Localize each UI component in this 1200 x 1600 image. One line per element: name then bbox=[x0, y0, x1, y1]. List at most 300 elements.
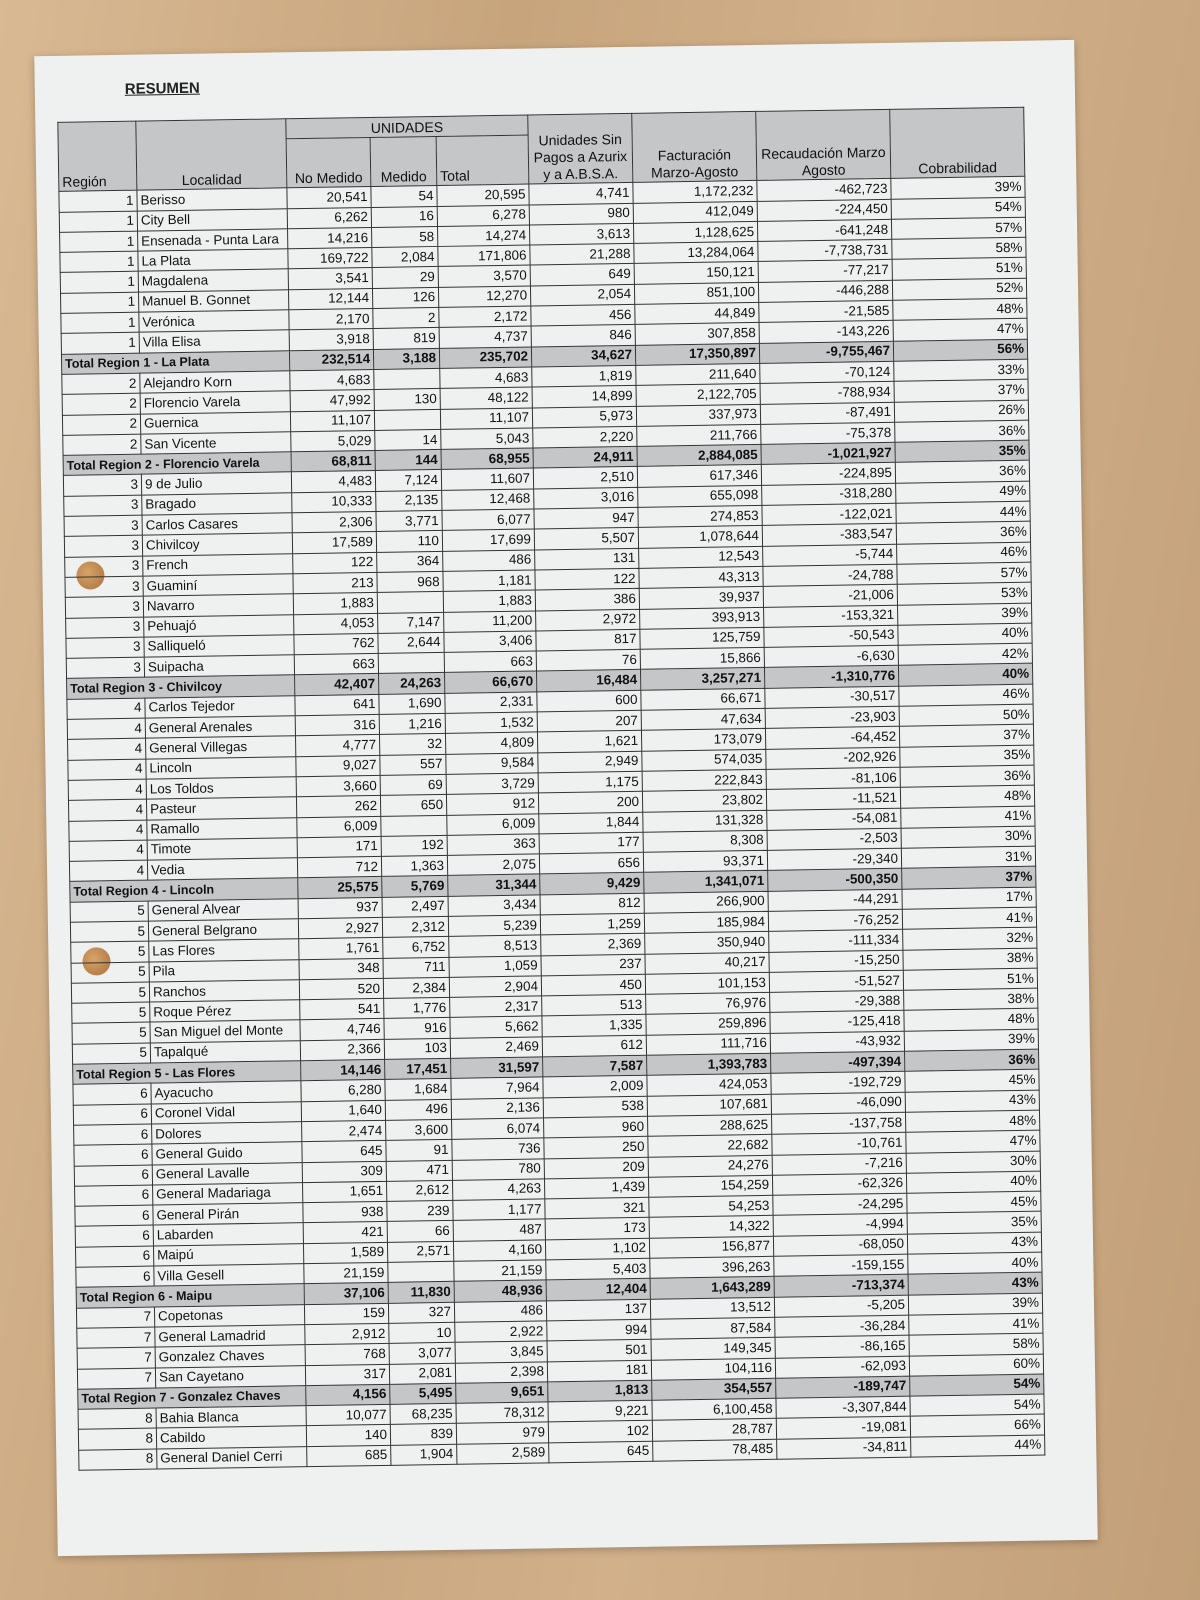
cell-recaudacion: -43,932 bbox=[770, 1031, 904, 1053]
cell-facturacion: 1,128,625 bbox=[633, 221, 757, 243]
cell-cobrabilidad: 40% bbox=[908, 1252, 1042, 1274]
cell-region: 5 bbox=[72, 1043, 150, 1065]
cell-facturacion: 76,976 bbox=[646, 992, 770, 1014]
cell-medido: 5,769 bbox=[382, 876, 448, 897]
header-localidad: Localidad bbox=[136, 119, 287, 191]
cell-medido: 916 bbox=[384, 1018, 450, 1039]
cell-total: 31,344 bbox=[448, 874, 540, 896]
cell-recaudacion: -192,729 bbox=[771, 1072, 905, 1094]
cell-sin-pagos: 2,369 bbox=[541, 934, 645, 956]
cell-localidad: Ayacucho bbox=[151, 1081, 301, 1104]
cell-facturacion: 307,858 bbox=[635, 323, 759, 345]
cell-cobrabilidad: 43% bbox=[905, 1090, 1039, 1112]
cell-no-medido: 9,027 bbox=[296, 755, 380, 777]
cell-medido bbox=[378, 653, 444, 674]
cell-sin-pagos: 200 bbox=[538, 792, 642, 814]
cell-no-medido: 762 bbox=[294, 633, 378, 655]
cell-facturacion: 12,543 bbox=[639, 546, 763, 568]
cell-cobrabilidad: 66% bbox=[910, 1414, 1044, 1436]
cell-cobrabilidad: 37% bbox=[902, 867, 1036, 889]
cell-sin-pagos: 250 bbox=[544, 1137, 648, 1159]
cell-sin-pagos: 12,404 bbox=[546, 1279, 650, 1301]
cell-sin-pagos: 76 bbox=[536, 649, 640, 671]
cell-sin-pagos: 209 bbox=[544, 1157, 648, 1179]
cell-medido: 24,263 bbox=[379, 673, 445, 694]
cell-sin-pagos: 1,813 bbox=[548, 1380, 652, 1402]
cell-sin-pagos: 600 bbox=[537, 690, 641, 712]
header-sin-pagos: Unidades Sin Pagos a Azurix y a A.B.S.A. bbox=[528, 113, 633, 184]
cell-no-medido: 232,514 bbox=[289, 349, 373, 371]
cell-medido: 471 bbox=[386, 1160, 452, 1181]
cell-sin-pagos: 137 bbox=[546, 1299, 650, 1321]
cell-medido: 2,084 bbox=[372, 247, 438, 268]
cell-medido: 126 bbox=[372, 287, 438, 308]
cell-cobrabilidad: 17% bbox=[902, 887, 1036, 909]
cell-recaudacion: -24,788 bbox=[763, 564, 897, 586]
cell-no-medido: 520 bbox=[299, 978, 383, 1000]
cell-localidad: Verónica bbox=[139, 310, 289, 333]
cell-recaudacion: -143,226 bbox=[759, 321, 893, 343]
cell-total: 20,595 bbox=[437, 184, 529, 206]
cell-no-medido: 12,144 bbox=[288, 288, 372, 310]
cell-cobrabilidad: 56% bbox=[893, 339, 1027, 361]
cell-sin-pagos: 645 bbox=[549, 1441, 653, 1463]
cell-total: 3,570 bbox=[438, 265, 530, 287]
cell-localidad: 9 de Julio bbox=[141, 472, 291, 495]
cell-facturacion: 22,682 bbox=[648, 1135, 772, 1157]
cell-medido: 1,904 bbox=[391, 1444, 457, 1465]
cell-medido: 58 bbox=[372, 226, 438, 247]
cell-total: 736 bbox=[452, 1138, 544, 1160]
cell-facturacion: 54,253 bbox=[649, 1195, 773, 1217]
cell-region: 6 bbox=[75, 1225, 153, 1247]
cell-cobrabilidad: 45% bbox=[907, 1191, 1041, 1213]
cell-localidad: Vedia bbox=[147, 858, 297, 881]
cell-recaudacion: -159,155 bbox=[774, 1254, 908, 1276]
cell-sin-pagos: 1,844 bbox=[539, 812, 643, 834]
cell-localidad: Carlos Tejedor bbox=[145, 695, 295, 718]
cell-facturacion: 78,485 bbox=[653, 1439, 777, 1461]
cell-region: 7 bbox=[76, 1307, 154, 1329]
page-title: RESUMEN bbox=[124, 79, 200, 98]
cell-no-medido: 938 bbox=[303, 1202, 387, 1224]
cell-medido: 69 bbox=[380, 774, 446, 795]
cell-recaudacion: -224,450 bbox=[757, 199, 891, 221]
cell-region: 7 bbox=[77, 1327, 155, 1349]
cell-cobrabilidad: 48% bbox=[893, 298, 1027, 320]
cell-region: 6 bbox=[74, 1144, 152, 1166]
cell-medido: 91 bbox=[386, 1140, 452, 1161]
cell-sin-pagos: 513 bbox=[542, 994, 646, 1016]
cell-no-medido: 1,761 bbox=[299, 938, 383, 960]
cell-cobrabilidad: 36% bbox=[905, 1049, 1039, 1071]
cell-recaudacion: -5,744 bbox=[763, 544, 897, 566]
cell-total: 7,964 bbox=[451, 1077, 543, 1099]
cell-recaudacion: -70,124 bbox=[760, 361, 894, 383]
cell-sin-pagos: 2,054 bbox=[530, 284, 634, 306]
cell-total: 4,160 bbox=[453, 1240, 545, 1262]
cell-medido bbox=[388, 1261, 454, 1282]
cell-medido: 711 bbox=[383, 957, 449, 978]
cell-region: 3 bbox=[66, 657, 144, 679]
cell-medido: 1,684 bbox=[385, 1079, 451, 1100]
cell-no-medido: 4,746 bbox=[300, 1019, 384, 1041]
cell-region: 3 bbox=[65, 576, 143, 598]
cell-medido bbox=[374, 409, 440, 430]
cell-cobrabilidad: 54% bbox=[910, 1394, 1044, 1416]
cell-sin-pagos: 21,288 bbox=[530, 244, 634, 266]
cell-facturacion: 43,313 bbox=[639, 566, 763, 588]
cell-facturacion: 28,787 bbox=[652, 1419, 776, 1441]
cell-localidad: Roque Pérez bbox=[150, 1000, 300, 1023]
cell-facturacion: 655,098 bbox=[638, 485, 762, 507]
cell-cobrabilidad: 44% bbox=[896, 501, 1030, 523]
cell-no-medido: 4,156 bbox=[306, 1384, 390, 1406]
cell-recaudacion: -62,326 bbox=[772, 1173, 906, 1195]
cell-recaudacion: -19,081 bbox=[776, 1417, 910, 1439]
cell-recaudacion: -713,374 bbox=[774, 1275, 908, 1297]
cell-facturacion: 93,371 bbox=[643, 850, 767, 872]
cell-region: 7 bbox=[77, 1368, 155, 1390]
cell-total: 2,136 bbox=[451, 1098, 543, 1120]
cell-sin-pagos: 16,484 bbox=[537, 670, 641, 692]
cell-cobrabilidad: 48% bbox=[905, 1110, 1039, 1132]
cell-sin-pagos: 1,259 bbox=[540, 913, 644, 935]
cell-total: 9,651 bbox=[456, 1382, 548, 1404]
cell-localidad: Florencio Varela bbox=[140, 391, 290, 414]
cell-facturacion: 211,766 bbox=[637, 424, 761, 446]
cell-region: 6 bbox=[75, 1246, 153, 1268]
cell-sin-pagos: 1,102 bbox=[545, 1238, 649, 1260]
cell-facturacion: 101,153 bbox=[645, 972, 769, 994]
cell-total: 4,809 bbox=[445, 732, 537, 754]
cell-total: 171,806 bbox=[438, 245, 530, 267]
cell-no-medido: 4,483 bbox=[291, 471, 375, 493]
cell-cobrabilidad: 40% bbox=[906, 1171, 1040, 1193]
cell-cobrabilidad: 39% bbox=[891, 177, 1025, 199]
cell-region: 3 bbox=[64, 535, 142, 557]
cell-no-medido: 4,053 bbox=[294, 613, 378, 635]
cell-localidad: General Pirán bbox=[153, 1203, 303, 1226]
cell-medido bbox=[381, 815, 447, 836]
cell-no-medido: 3,541 bbox=[288, 268, 372, 290]
cell-sin-pagos: 3,613 bbox=[529, 223, 633, 245]
cell-region: 4 bbox=[67, 718, 145, 740]
cell-recaudacion: -125,418 bbox=[770, 1011, 904, 1033]
cell-facturacion: 393,913 bbox=[640, 607, 764, 629]
cell-facturacion: 13,284,064 bbox=[634, 242, 758, 264]
cell-no-medido: 712 bbox=[297, 857, 381, 879]
cell-no-medido: 37,106 bbox=[304, 1283, 388, 1305]
cell-medido: 1,216 bbox=[379, 713, 445, 734]
cell-localidad: Berisso bbox=[137, 188, 287, 211]
cell-sin-pagos: 450 bbox=[541, 974, 645, 996]
cell-region: 1 bbox=[59, 211, 137, 233]
cell-total: 2,317 bbox=[450, 996, 542, 1018]
cell-recaudacion: -64,452 bbox=[765, 727, 899, 749]
cell-total: 3,845 bbox=[455, 1341, 547, 1363]
cell-medido: 2,612 bbox=[386, 1180, 452, 1201]
cell-sin-pagos: 649 bbox=[530, 264, 634, 286]
header-total: Total bbox=[436, 135, 529, 185]
cell-no-medido: 3,660 bbox=[296, 775, 380, 797]
cell-medido bbox=[377, 592, 443, 613]
cell-sin-pagos: 1,175 bbox=[538, 771, 642, 793]
cell-region: 4 bbox=[69, 840, 147, 862]
cell-medido: 130 bbox=[374, 389, 440, 410]
cell-region: 5 bbox=[71, 941, 149, 963]
cell-cobrabilidad: 58% bbox=[892, 237, 1026, 259]
cell-total: 8,513 bbox=[449, 935, 541, 957]
cell-total: 11,107 bbox=[440, 408, 532, 430]
cell-total: 1,177 bbox=[453, 1199, 545, 1221]
cell-total: 78,312 bbox=[456, 1402, 548, 1424]
cell-region: 3 bbox=[65, 556, 143, 578]
cell-total: 5,662 bbox=[450, 1016, 542, 1038]
cell-recaudacion: -75,378 bbox=[761, 422, 895, 444]
cell-sin-pagos: 321 bbox=[545, 1197, 649, 1219]
cell-facturacion: 107,681 bbox=[647, 1094, 771, 1116]
cell-facturacion: 3,257,271 bbox=[640, 668, 764, 690]
cell-cobrabilidad: 51% bbox=[903, 968, 1037, 990]
cell-cobrabilidad: 38% bbox=[903, 948, 1037, 970]
cell-no-medido: 1,640 bbox=[301, 1100, 385, 1122]
cell-sin-pagos: 656 bbox=[539, 852, 643, 874]
cell-total: 486 bbox=[443, 550, 535, 572]
cell-sin-pagos: 2,949 bbox=[538, 751, 642, 773]
cell-medido: 1,363 bbox=[381, 855, 447, 876]
cell-region: 1 bbox=[61, 312, 139, 334]
cell-localidad: Ramallo bbox=[147, 817, 297, 840]
cell-no-medido: 937 bbox=[298, 897, 382, 919]
cell-total: 11,607 bbox=[441, 468, 533, 490]
cell-cobrabilidad: 44% bbox=[911, 1435, 1045, 1457]
cell-no-medido: 122 bbox=[293, 552, 377, 574]
total-label: Total Region 6 - Maipu bbox=[76, 1284, 304, 1308]
cell-recaudacion: -34,811 bbox=[777, 1437, 911, 1459]
cell-total: 4,737 bbox=[439, 326, 531, 348]
cell-region: 4 bbox=[68, 799, 146, 821]
cell-medido: 5,495 bbox=[390, 1383, 456, 1404]
cell-sin-pagos: 2,510 bbox=[533, 467, 637, 489]
cell-localidad: Pila bbox=[149, 959, 299, 982]
cell-no-medido: 541 bbox=[300, 999, 384, 1021]
total-label: Total Region 1 - La Plata bbox=[61, 350, 289, 374]
cell-recaudacion: -7,738,731 bbox=[758, 240, 892, 262]
cell-region: 6 bbox=[74, 1124, 152, 1146]
cell-no-medido: 2,366 bbox=[300, 1039, 384, 1061]
cell-facturacion: 1,393,783 bbox=[647, 1053, 771, 1075]
cell-recaudacion: -189,747 bbox=[776, 1376, 910, 1398]
cell-total: 11,200 bbox=[444, 610, 536, 632]
cell-sin-pagos: 5,507 bbox=[534, 528, 638, 550]
cell-recaudacion: -29,340 bbox=[767, 848, 901, 870]
cell-sin-pagos: 812 bbox=[540, 893, 644, 915]
cell-recaudacion: -1,021,927 bbox=[761, 442, 895, 464]
cell-medido: 7,147 bbox=[378, 612, 444, 633]
cell-facturacion: 259,896 bbox=[646, 1013, 770, 1035]
cell-recaudacion: -86,165 bbox=[775, 1335, 909, 1357]
cell-total: 486 bbox=[454, 1300, 546, 1322]
cell-localidad: Magdalena bbox=[138, 269, 288, 292]
cell-localidad: Guaminí bbox=[143, 574, 293, 597]
header-unidades: UNIDADES bbox=[286, 115, 528, 139]
cell-sin-pagos: 1,621 bbox=[537, 731, 641, 753]
cell-recaudacion: -51,527 bbox=[769, 970, 903, 992]
cell-facturacion: 44,849 bbox=[635, 302, 759, 324]
cell-medido: 7,124 bbox=[375, 470, 441, 491]
cell-cobrabilidad: 48% bbox=[904, 1009, 1038, 1031]
cell-sin-pagos: 181 bbox=[547, 1360, 651, 1382]
cell-recaudacion: -224,895 bbox=[761, 463, 895, 485]
cell-region: 5 bbox=[71, 962, 149, 984]
cell-cobrabilidad: 41% bbox=[901, 806, 1035, 828]
cell-cobrabilidad: 31% bbox=[901, 846, 1035, 868]
cell-recaudacion: -153,321 bbox=[764, 605, 898, 627]
cell-medido: 68,235 bbox=[390, 1403, 456, 1424]
cell-recaudacion: -1,310,776 bbox=[764, 666, 898, 688]
total-label: Total Region 3 - Chivilcoy bbox=[67, 675, 295, 699]
cell-recaudacion: -11,521 bbox=[766, 787, 900, 809]
cell-sin-pagos: 2,009 bbox=[543, 1076, 647, 1098]
cell-region: 4 bbox=[68, 779, 146, 801]
cell-recaudacion: -29,388 bbox=[770, 990, 904, 1012]
cell-region: 3 bbox=[66, 617, 144, 639]
cell-sin-pagos: 173 bbox=[545, 1218, 649, 1240]
cell-localidad: Coronel Vidal bbox=[151, 1101, 301, 1124]
cell-no-medido: 317 bbox=[305, 1364, 389, 1386]
cell-recaudacion: -122,021 bbox=[762, 503, 896, 525]
cell-sin-pagos: 7,587 bbox=[543, 1055, 647, 1077]
cell-no-medido: 309 bbox=[302, 1161, 386, 1183]
cell-region: 6 bbox=[73, 1083, 151, 1105]
cell-facturacion: 851,100 bbox=[634, 282, 758, 304]
cell-region: 5 bbox=[72, 1002, 150, 1024]
cell-no-medido: 21,159 bbox=[304, 1262, 388, 1284]
cell-no-medido: 14,216 bbox=[288, 227, 372, 249]
cell-recaudacion: -497,394 bbox=[771, 1051, 905, 1073]
cell-localidad: Las Flores bbox=[149, 939, 299, 962]
cell-recaudacion: -15,250 bbox=[769, 950, 903, 972]
cell-no-medido: 6,009 bbox=[297, 816, 381, 838]
cell-total: 3,434 bbox=[448, 895, 540, 917]
cell-no-medido: 10,077 bbox=[306, 1404, 390, 1426]
cell-total: 912 bbox=[446, 793, 538, 815]
cell-no-medido: 663 bbox=[294, 654, 378, 676]
cell-medido: 3,600 bbox=[386, 1119, 452, 1140]
header-cobrabilidad: Cobrabilidad bbox=[890, 107, 1025, 178]
cell-region: 5 bbox=[71, 982, 149, 1004]
cell-localidad: General Daniel Cerri bbox=[157, 1446, 307, 1469]
cell-localidad: Gonzalez Chaves bbox=[155, 1345, 305, 1368]
cell-medido: 2,312 bbox=[382, 916, 448, 937]
cell-region: 2 bbox=[62, 373, 140, 395]
cell-localidad: Villa Elisa bbox=[139, 330, 289, 353]
cell-facturacion: 8,308 bbox=[643, 830, 767, 852]
cell-cobrabilidad: 33% bbox=[894, 359, 1028, 381]
cell-no-medido: 2,927 bbox=[298, 917, 382, 939]
cell-cobrabilidad: 53% bbox=[897, 582, 1031, 604]
cell-no-medido: 47,992 bbox=[290, 390, 374, 412]
cell-localidad: General Lavalle bbox=[152, 1162, 302, 1185]
cell-cobrabilidad: 39% bbox=[898, 603, 1032, 625]
cell-facturacion: 1,172,232 bbox=[633, 181, 757, 203]
cell-facturacion: 266,900 bbox=[644, 891, 768, 913]
cell-medido: 54 bbox=[371, 186, 437, 207]
cell-region: 6 bbox=[73, 1104, 151, 1126]
cell-recaudacion: -5,205 bbox=[774, 1295, 908, 1317]
cell-no-medido: 169,722 bbox=[288, 248, 372, 270]
document-page bbox=[34, 40, 1097, 1556]
cell-region: 1 bbox=[60, 251, 138, 273]
cell-facturacion: 1,643,289 bbox=[650, 1277, 774, 1299]
cell-medido: 6,752 bbox=[383, 937, 449, 958]
cell-total: 4,683 bbox=[440, 367, 532, 389]
cell-cobrabilidad: 57% bbox=[891, 217, 1025, 239]
cell-recaudacion: -462,723 bbox=[757, 179, 891, 201]
cell-cobrabilidad: 30% bbox=[906, 1151, 1040, 1173]
cell-recaudacion: -46,090 bbox=[771, 1092, 905, 1114]
header-recaudacion: Recaudación Marzo Agosto bbox=[756, 109, 891, 180]
cell-recaudacion: -9,755,467 bbox=[759, 341, 893, 363]
cell-sin-pagos: 994 bbox=[547, 1319, 651, 1341]
cell-facturacion: 412,049 bbox=[633, 201, 757, 223]
cell-region: 2 bbox=[62, 414, 140, 436]
cell-region: 6 bbox=[76, 1266, 154, 1288]
cell-region: 5 bbox=[70, 921, 148, 943]
cell-sin-pagos: 131 bbox=[535, 548, 639, 570]
cell-facturacion: 354,557 bbox=[652, 1378, 776, 1400]
cell-facturacion: 111,716 bbox=[646, 1033, 770, 1055]
cell-medido bbox=[374, 368, 440, 389]
cell-localidad: San Miguel del Monte bbox=[150, 1020, 300, 1043]
cell-localidad: Alejandro Korn bbox=[140, 371, 290, 394]
cell-medido: 239 bbox=[387, 1200, 453, 1221]
cell-region: 8 bbox=[79, 1449, 157, 1471]
cell-recaudacion: -77,217 bbox=[758, 260, 892, 282]
cell-region: 1 bbox=[61, 292, 139, 314]
cell-cobrabilidad: 58% bbox=[909, 1333, 1043, 1355]
cell-facturacion: 424,053 bbox=[647, 1074, 771, 1096]
cell-recaudacion: -76,252 bbox=[768, 909, 902, 931]
cell-no-medido: 1,883 bbox=[293, 593, 377, 615]
cell-region: 1 bbox=[60, 231, 138, 253]
cell-recaudacion: -24,295 bbox=[773, 1193, 907, 1215]
cell-sin-pagos: 386 bbox=[535, 589, 639, 611]
cell-total: 31,597 bbox=[451, 1057, 543, 1079]
cell-facturacion: 1,341,071 bbox=[644, 871, 768, 893]
cell-localidad: Chivilcoy bbox=[142, 533, 292, 556]
cell-region: 6 bbox=[74, 1165, 152, 1187]
total-label: Total Region 4 - Lincoln bbox=[70, 878, 298, 902]
cell-region: 2 bbox=[63, 434, 141, 456]
cell-cobrabilidad: 45% bbox=[905, 1069, 1039, 1091]
cell-total: 780 bbox=[452, 1158, 544, 1180]
cell-localidad: San Vicente bbox=[141, 432, 291, 455]
cell-total: 1,883 bbox=[443, 590, 535, 612]
cell-recaudacion: -81,106 bbox=[766, 767, 900, 789]
cell-localidad: Labarden bbox=[153, 1223, 303, 1246]
cell-total: 3,406 bbox=[444, 631, 536, 653]
cell-cobrabilidad: 26% bbox=[894, 400, 1028, 422]
cell-cobrabilidad: 39% bbox=[904, 1029, 1038, 1051]
cell-total: 979 bbox=[456, 1422, 548, 1444]
cell-recaudacion: -111,334 bbox=[769, 930, 903, 952]
cell-localidad: Bragado bbox=[142, 493, 292, 516]
cell-region: 5 bbox=[70, 901, 148, 923]
cell-localidad: Tapalqué bbox=[150, 1040, 300, 1063]
cell-facturacion: 104,116 bbox=[651, 1358, 775, 1380]
